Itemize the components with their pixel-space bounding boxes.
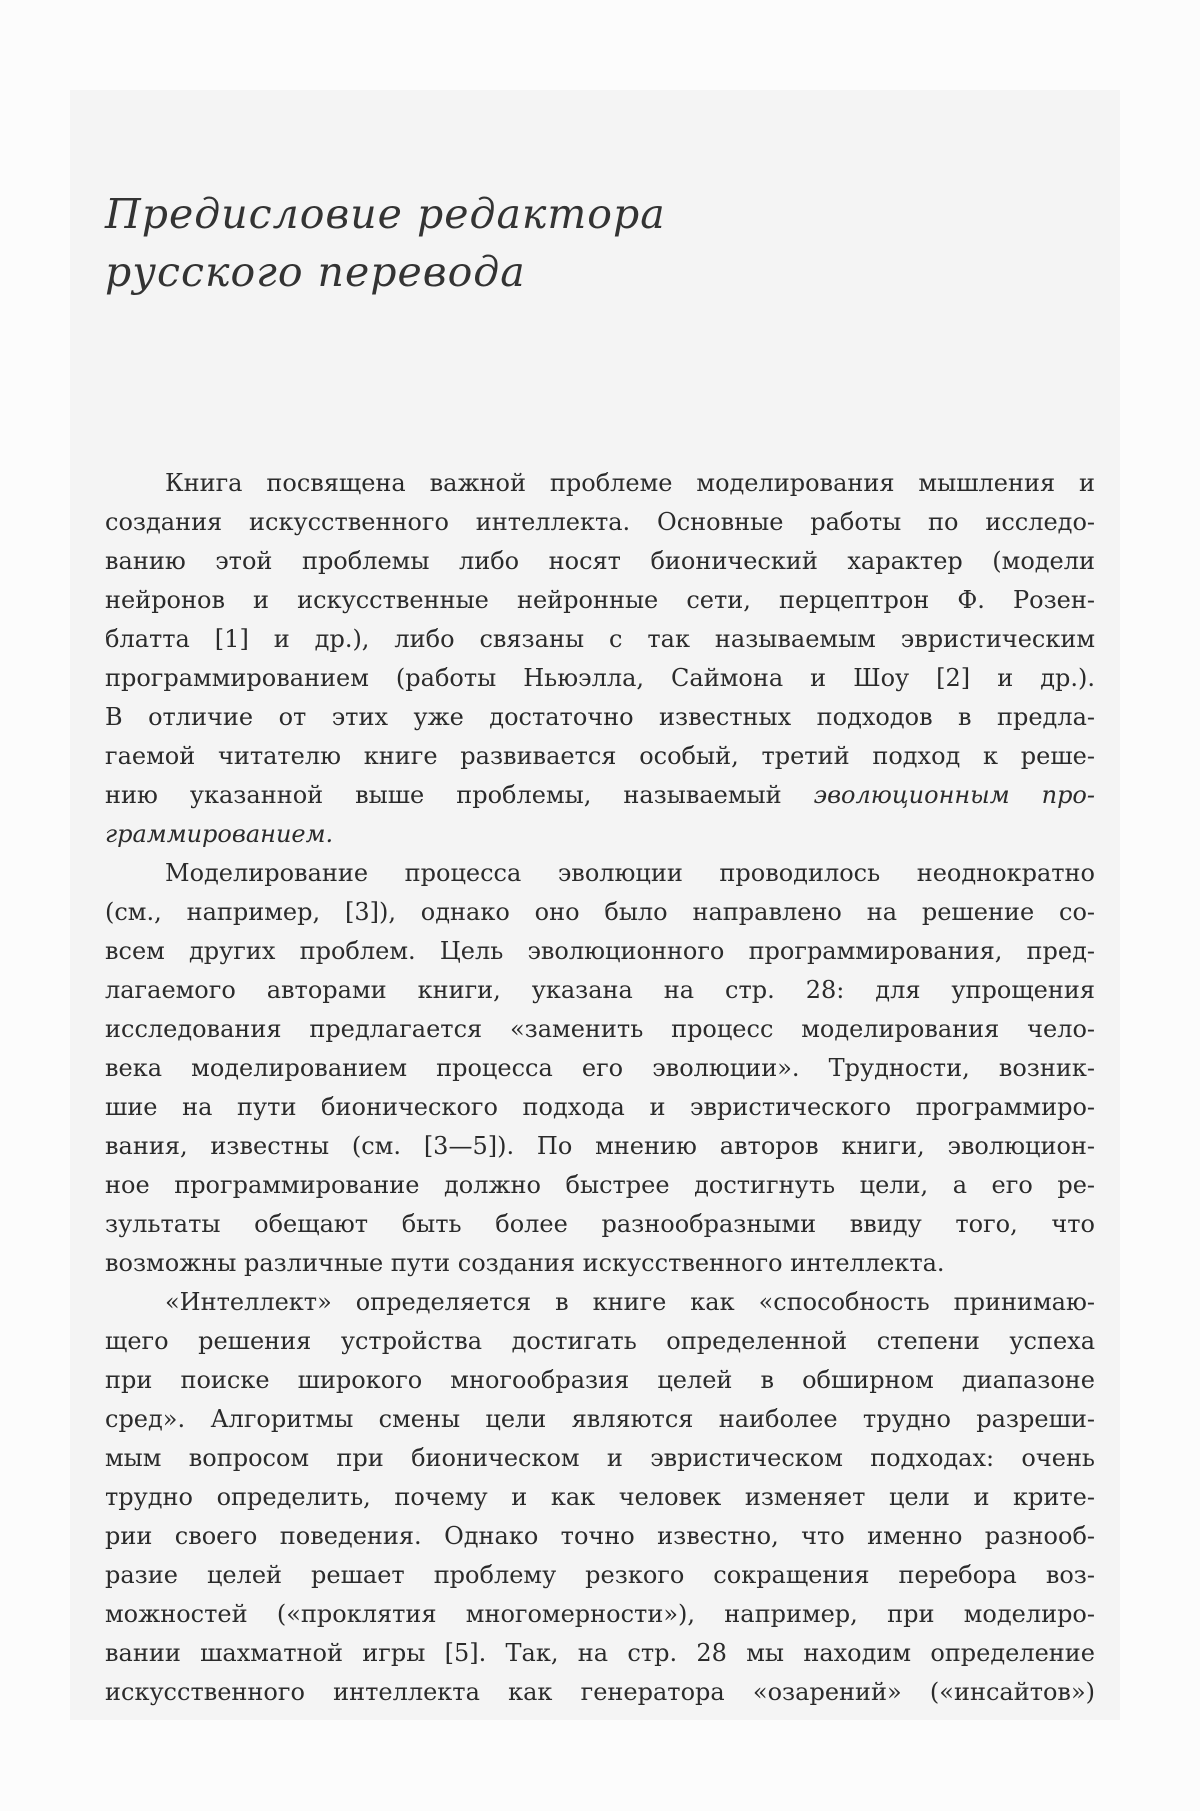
- text-line: вания, известны (см. [3—5]). По мнению авторов книги, эволюцион-: [105, 1132, 1095, 1160]
- text-line: [105, 815, 1095, 854]
- paragraph-3: [105, 1283, 1095, 1712]
- text-line: Моделирование процесса эволюции проводилось неоднократно: [165, 859, 1095, 887]
- emphasis-term: эволюционным про-: [813, 781, 1095, 809]
- text-line: возможны различные пути создания искусственного интеллекта.: [105, 1249, 945, 1277]
- text-fragment: нию указанной выше проблемы, называемый: [105, 781, 782, 809]
- text-line: вании шахматной игры [5]. Так, на стр. 28 мы находим определение: [105, 1639, 1095, 1667]
- text-line: В отличие от этих уже достаточно известных подходов в предла-: [105, 703, 1095, 731]
- chapter-title-line-1: Предисловие редактора: [105, 190, 666, 238]
- text-line: всем других проблем. Цель эволюционного программирования, пред-: [105, 937, 1095, 965]
- body-text: [105, 464, 1095, 1712]
- text-line: «Интеллект» определяется в книге как «способность принимаю-: [165, 1288, 1095, 1316]
- text-line: зультаты обещают быть более разнообразными ввиду того, что: [105, 1210, 1095, 1238]
- paragraph-1: [105, 464, 1095, 854]
- text-line: программированием (работы Ньюэлла, Саймона и Шоу [2] и др.).: [105, 664, 1095, 692]
- text-line: трудно определить, почему и как человек изменяет цели и крите-: [105, 1483, 1095, 1511]
- text-line: лагаемого авторами книги, указана на стр. 28: для упрощения: [105, 976, 1095, 1004]
- text-line: при поиске широкого многообразия целей в обширном диапазоне: [105, 1366, 1095, 1394]
- chapter-title: [105, 185, 666, 301]
- paragraph-2: [105, 854, 1095, 1283]
- text-line: сред». Алгоритмы смены цели являются наиболее трудно разреши-: [105, 1405, 1095, 1433]
- text-line: можностей («проклятия многомерности»), например, при моделиро-: [105, 1600, 1095, 1628]
- text-line: нейронов и искусственные нейронные сети, перцептрон Ф. Розен-: [105, 586, 1095, 614]
- text-line: исследования предлагается «заменить процесс моделирования чело-: [105, 1015, 1095, 1043]
- text-line: блатта [1] и др.), либо связаны с так называемым эвристическим: [105, 625, 1095, 653]
- text-line: рии своего поведения. Однако точно известно, что именно разнооб-: [105, 1522, 1095, 1550]
- text-line: века моделированием процесса его эволюции». Трудности, возник-: [105, 1054, 1095, 1082]
- text-line: мым вопросом при бионическом и эвристическом подходах: очень: [105, 1444, 1095, 1472]
- chapter-title-line-2: русского перевода: [105, 248, 526, 296]
- text-line: [105, 776, 1095, 815]
- text-line: искусственного интеллекта как генератора «озарений» («инсайтов»): [105, 1678, 1095, 1706]
- text-line: ванию этой проблемы либо носят бионический характер (модели: [105, 547, 1095, 575]
- text-line: Книга посвящена важной проблеме моделирования мышления и: [165, 469, 1095, 497]
- text-line: шие на пути бионического подхода и эвристического программиро-: [105, 1093, 1095, 1121]
- text-line: ное программирование должно быстрее достигнуть цели, а его ре-: [105, 1171, 1095, 1199]
- text-line: (см., например, [3]), однако оно было направлено на решение со-: [105, 898, 1095, 926]
- text-line: гаемой читателю книге развивается особый, третий подход к реше-: [105, 742, 1095, 770]
- text-line: щего решения устройства достигать определенной степени успеха: [105, 1327, 1095, 1355]
- text-line: создания искусственного интеллекта. Основные работы по исследо-: [105, 508, 1095, 536]
- emphasis-term: граммированием.: [105, 820, 334, 848]
- text-line: разие целей решает проблему резкого сокращения перебора воз-: [105, 1561, 1095, 1589]
